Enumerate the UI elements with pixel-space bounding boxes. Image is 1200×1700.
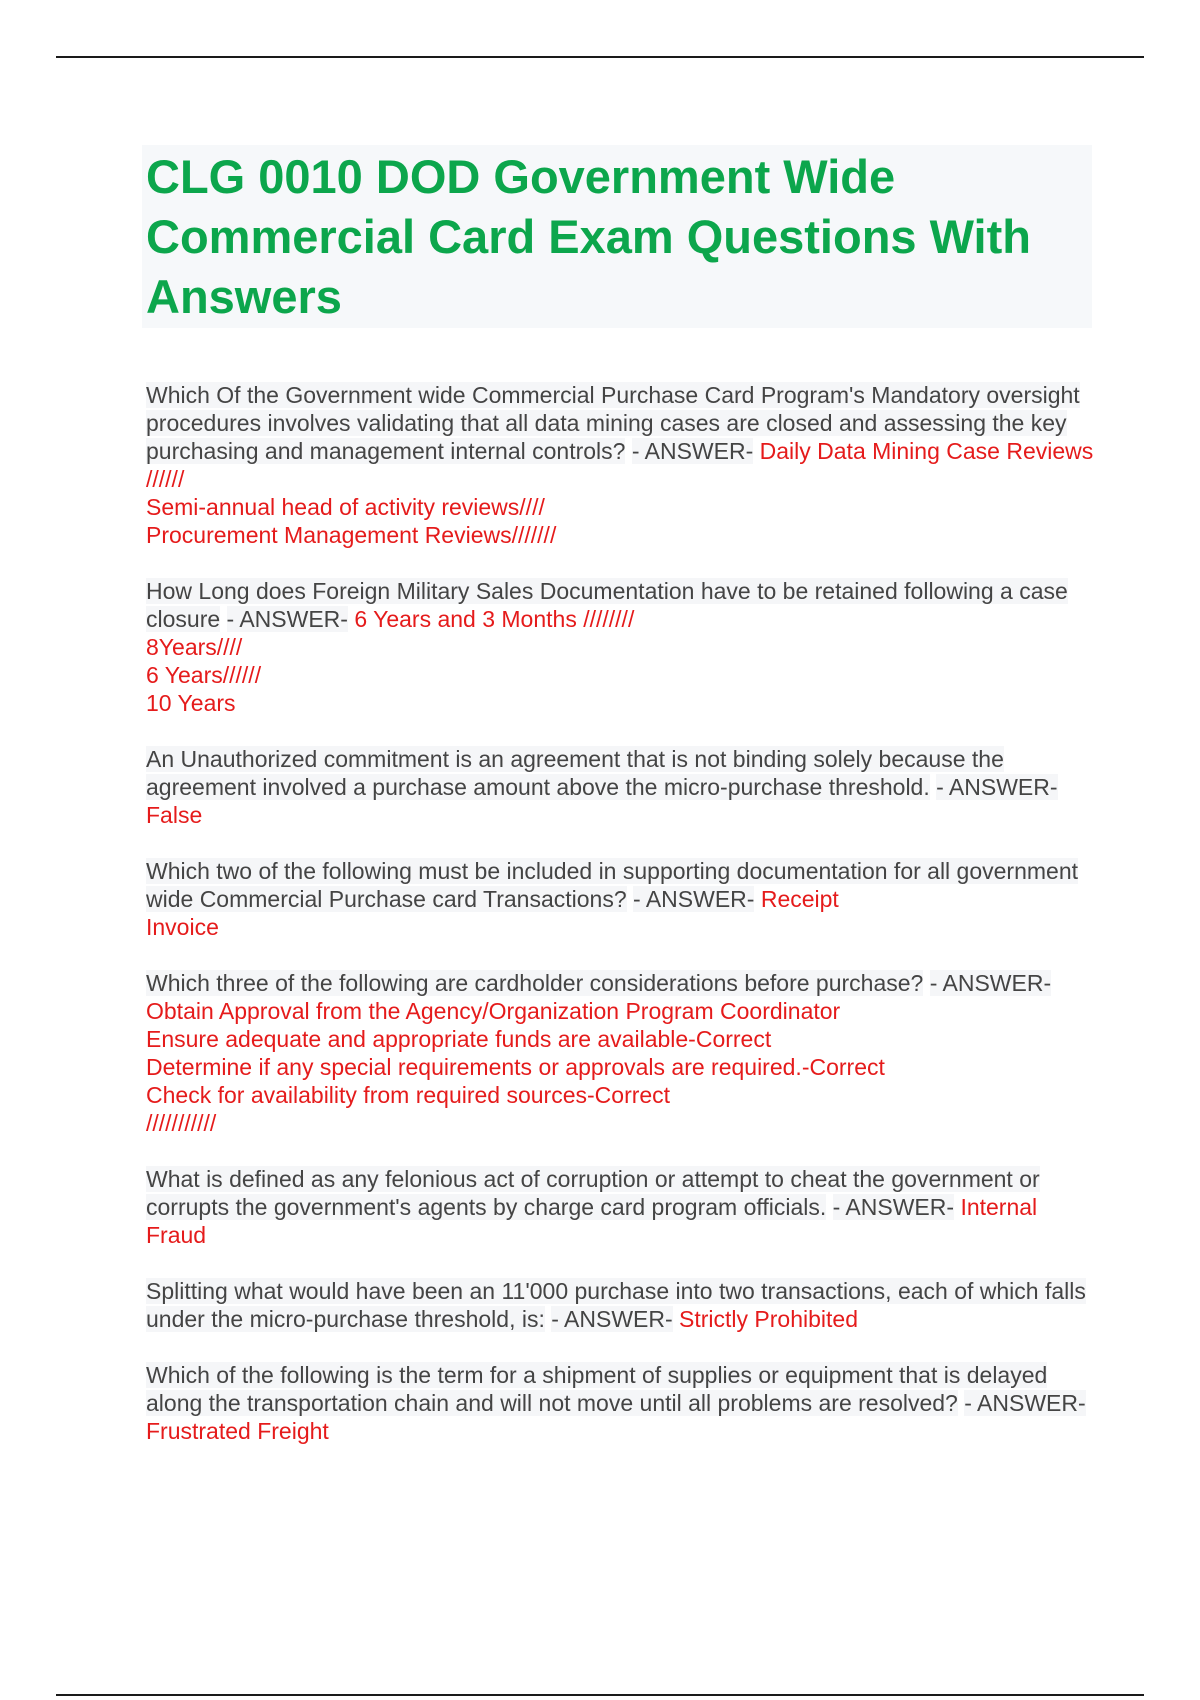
answer-prefix: - ANSWER- xyxy=(551,1306,673,1332)
question-text: Splitting what would have been an 11'000 purchase into two transactions, each of which falls under the micro-purchase threshold, is: xyxy=(146,1278,1086,1332)
qa-text xyxy=(146,745,1096,829)
answer-text: Semi-annual head of activity reviews//// xyxy=(146,494,545,520)
answer-text: Procurement Management Reviews/////// xyxy=(146,522,557,548)
answer-text: Frustrated Freight xyxy=(146,1418,329,1444)
answer-text: Determine if any special requirements or approvals are required.-Correct xyxy=(146,1054,885,1080)
answer-prefix: - ANSWER- xyxy=(631,438,754,464)
qa-item xyxy=(146,857,1096,941)
answer-text: Strictly Prohibited xyxy=(679,1306,859,1332)
answer-text: False xyxy=(146,802,203,828)
answer-text: 8Years//// xyxy=(146,634,243,660)
qa-text xyxy=(146,1277,1096,1333)
question-text: Which two of the following must be included in supporting documentation for all government wide Commercial Purchase card Transactions? xyxy=(146,858,1079,912)
qa-item xyxy=(146,381,1096,549)
qa-list xyxy=(146,381,1096,1473)
qa-text xyxy=(146,577,1096,717)
header-rule xyxy=(56,56,1144,58)
footer-rule xyxy=(56,1694,1144,1696)
answer-prefix: - ANSWER- xyxy=(964,1390,1086,1416)
qa-item xyxy=(146,969,1096,1137)
qa-item xyxy=(146,577,1096,717)
answer-text: 6 Years and 3 Months //////// xyxy=(354,606,635,632)
answer-text: Invoice xyxy=(146,914,219,940)
qa-item xyxy=(146,1165,1096,1249)
question-text: Which of the following is the term for a shipment of supplies or equipment that is delayed along the transportation chain and will not move until all problems are resolved? xyxy=(146,1362,1048,1416)
qa-text xyxy=(146,857,1096,941)
answer-text: 10 Years xyxy=(146,690,236,716)
question-text: How Long does Foreign Military Sales Documentation have to be retained following a case closure xyxy=(146,578,1068,632)
qa-text xyxy=(146,969,1096,1137)
answer-text: /////////// xyxy=(146,1110,217,1136)
qa-text xyxy=(146,1165,1096,1249)
qa-text xyxy=(146,381,1096,549)
answer-prefix: - ANSWER- xyxy=(633,886,755,912)
answer-prefix: - ANSWER- xyxy=(936,774,1058,800)
answer-text: Internal Fraud xyxy=(146,1194,1038,1248)
question-text: What is defined as any felonious act of corruption or attempt to cheat the government or corrupts the government's agents by charge card program officials. xyxy=(146,1166,1040,1220)
qa-text xyxy=(146,1361,1096,1445)
question-text: Which Of the Government wide Commercial Purchase Card Program's Mandatory oversight procedures involves validating that all data mining cases are closed and assessing the key purchasing and management internal controls? xyxy=(146,382,1080,464)
answer-text: 6 Years////// xyxy=(146,662,262,688)
question-text: Which three of the following are cardholder considerations before purchase? xyxy=(146,970,924,996)
answer-text: Obtain Approval from the Agency/Organization Program Coordinator xyxy=(146,998,841,1024)
qa-item xyxy=(146,745,1096,829)
question-text: An Unauthorized commitment is an agreement that is not binding solely because the agreement involved a purchase amount above the micro-purchase threshold. xyxy=(146,746,1004,800)
answer-text: Receipt xyxy=(760,886,839,912)
answer-prefix: - ANSWER- xyxy=(929,970,1052,996)
qa-item xyxy=(146,1277,1096,1333)
answer-prefix: - ANSWER- xyxy=(226,606,348,632)
document-title: CLG 0010 DOD Government Wide Commercial Card Exam Questions With Answers xyxy=(146,150,1031,323)
qa-item xyxy=(146,1361,1096,1445)
title-box xyxy=(142,145,1092,328)
answer-text: Check for availability from required sources-Correct xyxy=(146,1082,671,1108)
answer-text: Ensure adequate and appropriate funds are available-Correct xyxy=(146,1026,772,1052)
answer-prefix: - ANSWER- xyxy=(832,1194,955,1220)
answer-text: Daily Data Mining Case Reviews ////// xyxy=(146,438,1094,492)
